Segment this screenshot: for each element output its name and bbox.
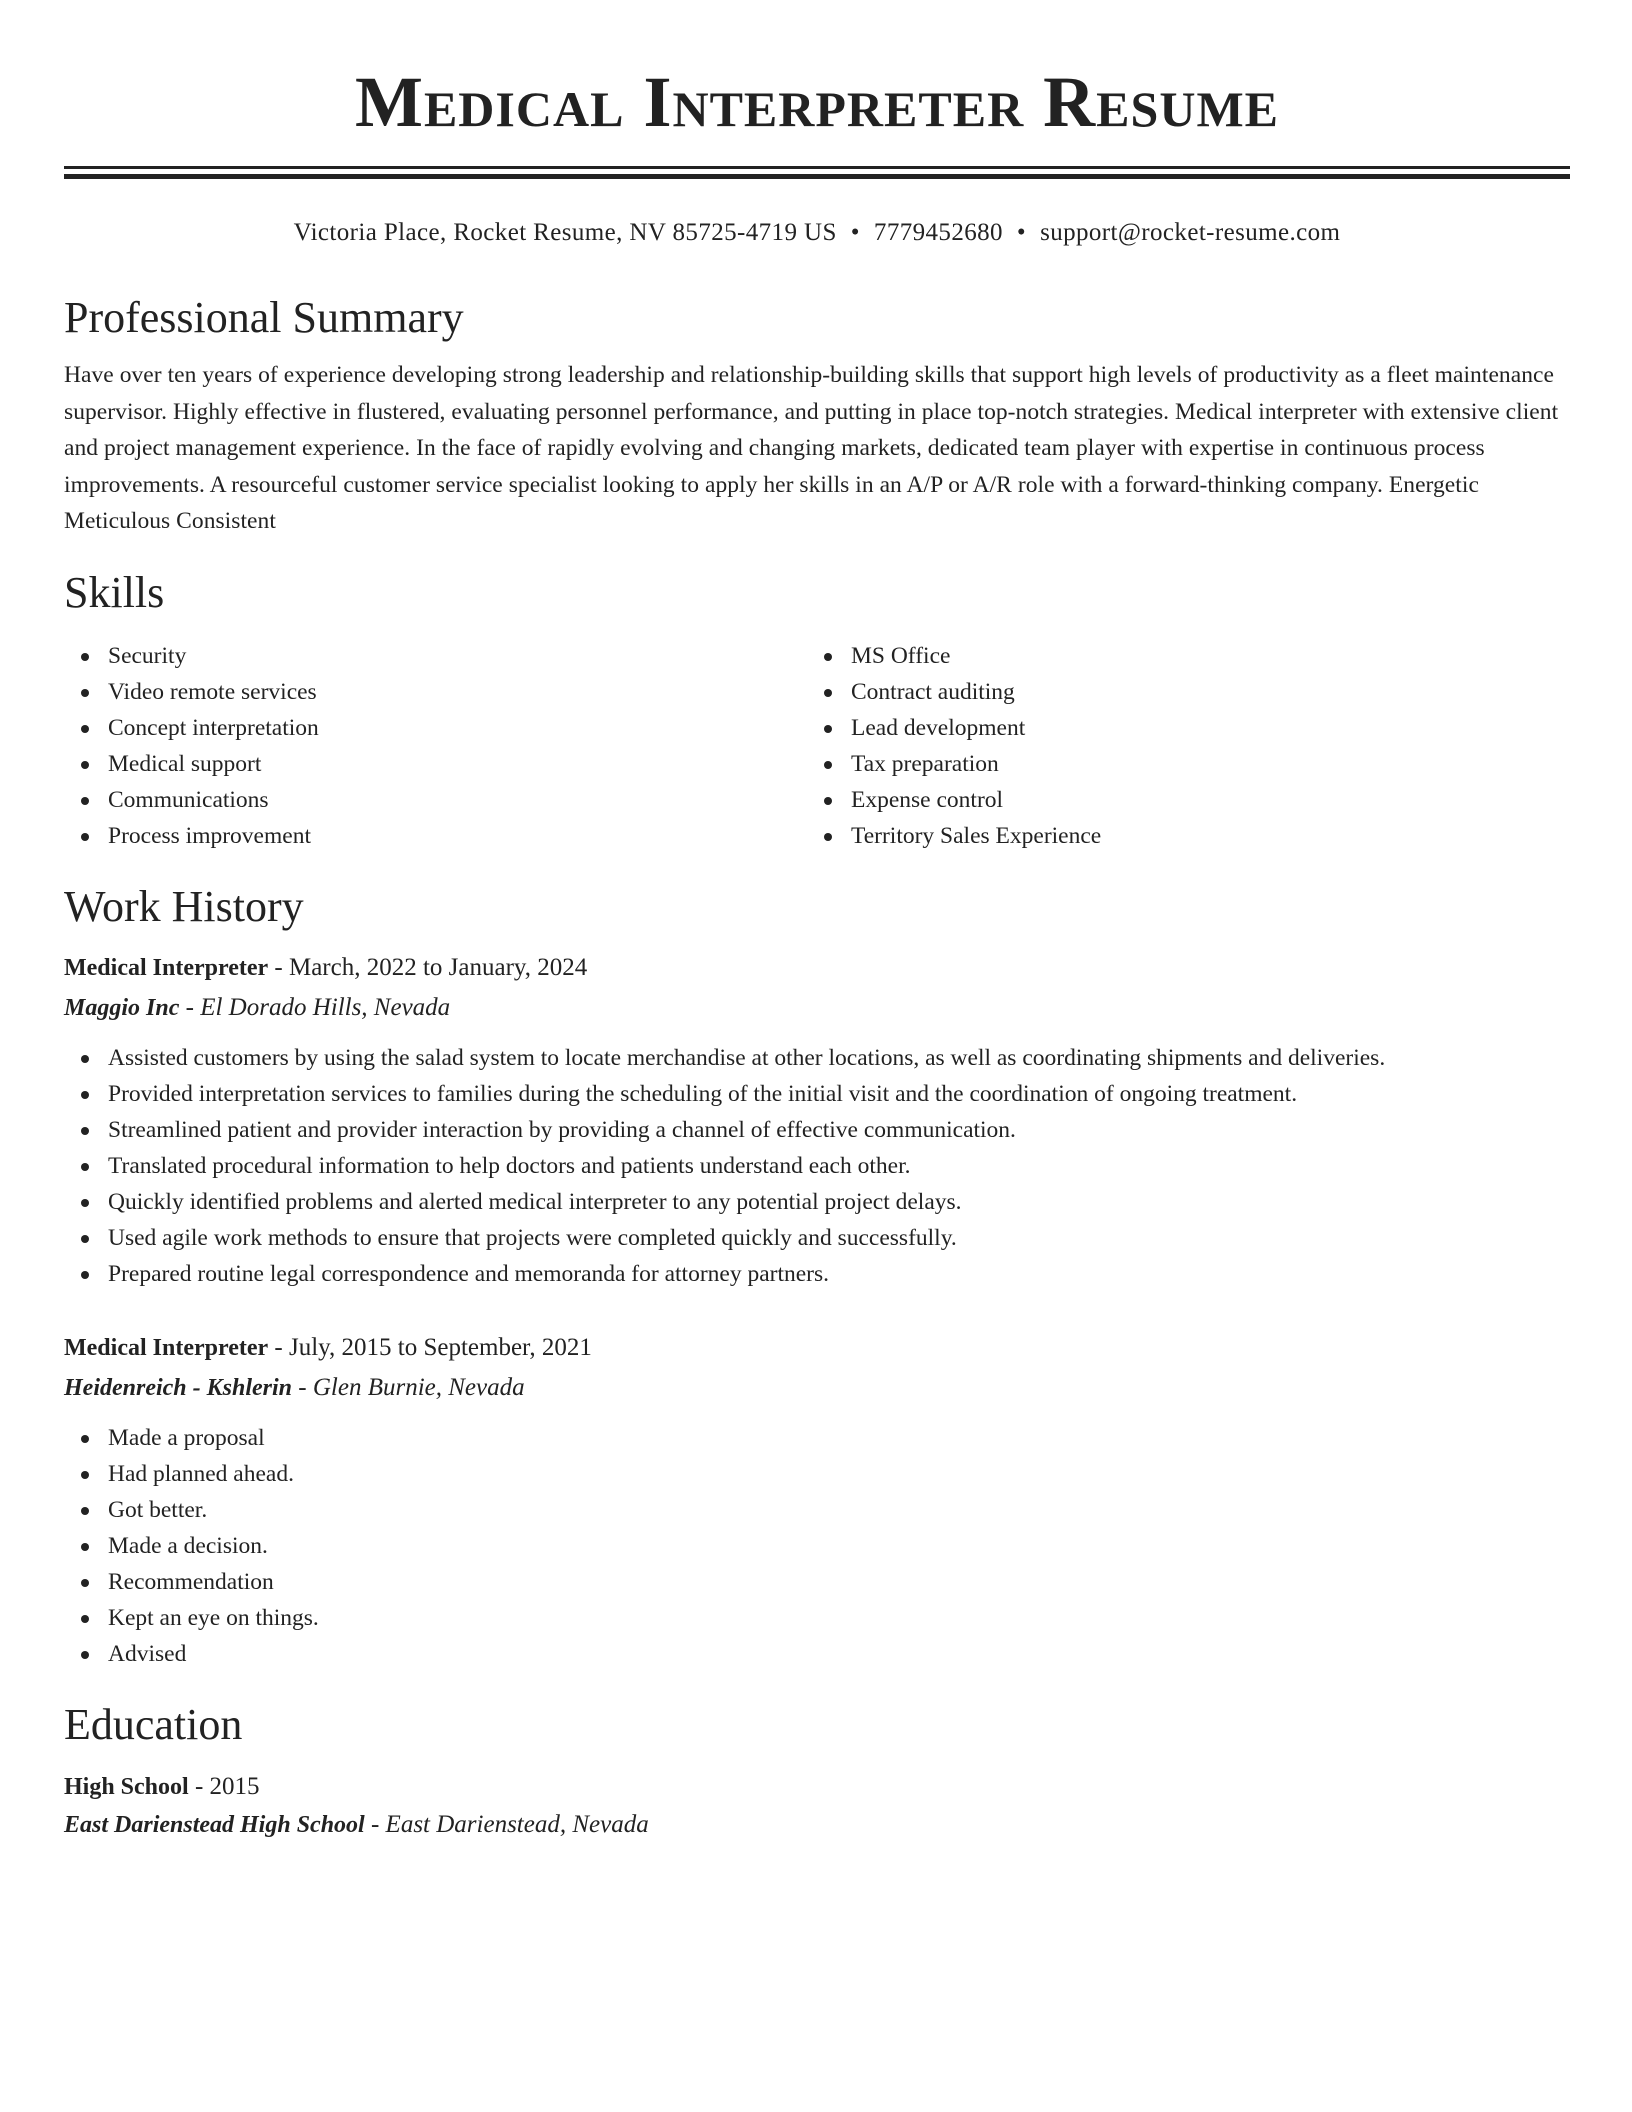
resume-page bbox=[64, 0, 1570, 1844]
job-company: Heidenreich - Kshlerin bbox=[64, 1374, 293, 1401]
summary-heading: Professional Summary bbox=[64, 293, 464, 342]
education-degree-line: High School - 2015 bbox=[64, 1772, 260, 1800]
skill-item: Lead development bbox=[807, 710, 1550, 746]
bullet-icon bbox=[81, 1127, 89, 1135]
job-bullet: Prepared routine legal correspondence and memoranda for attorney partners. bbox=[64, 1256, 1570, 1292]
bullet-icon bbox=[824, 689, 832, 697]
contact-line bbox=[64, 215, 1570, 251]
job-bullet: Had planned ahead. bbox=[64, 1456, 1570, 1492]
bullet-icon bbox=[824, 761, 832, 769]
skill-item: MS Office bbox=[807, 638, 1550, 674]
skills-left-column bbox=[64, 638, 807, 854]
job-bullet: Made a decision. bbox=[64, 1528, 1570, 1564]
bullet-icon bbox=[81, 1615, 89, 1623]
summary-text: Have over ten years of experience developing strong leadership and relationship-building skills that support high levels of productivity as a fleet maintenance supervisor. Highly effective in flustered, evaluating personnel performance, and putting in place top-notch strategies. Medical interpreter with extensive client and project management experience. In the face of rapidly evolving and changing markets, dedicated team player with expertise in continuous process improvements. A resourceful customer service specialist looking to apply her skills in an A/P or A/R role with a forward-thinking company. Energetic Meticulous Consistent bbox=[64, 362, 1559, 534]
job-company-line: Heidenreich - Kshlerin - Glen Burnie, Nevada bbox=[64, 1373, 525, 1401]
job-dates: July, 2015 to September, 2021 bbox=[288, 1333, 592, 1361]
bullet-icon bbox=[81, 1471, 89, 1479]
job-company-line: Maggio Inc - El Dorado Hills, Nevada bbox=[64, 993, 451, 1021]
bullet-icon bbox=[824, 833, 832, 841]
contact-separator: • bbox=[1016, 219, 1027, 246]
bullet-icon bbox=[81, 1507, 89, 1515]
job-bullet: Got better. bbox=[64, 1492, 1570, 1528]
job-bullet: Assisted customers by using the salad system to locate merchandise at other locations, as well as coordinating shipments and deliveries. bbox=[64, 1040, 1570, 1076]
bullet-icon bbox=[81, 1091, 89, 1099]
skill-item: Tax preparation bbox=[807, 746, 1550, 782]
job-title-line: Medical Interpreter - July, 2015 to September, 2021 bbox=[64, 1333, 592, 1361]
job-location: El Dorado Hills, Nevada bbox=[200, 993, 451, 1021]
education-year: 2015 bbox=[209, 1772, 260, 1800]
bullet-icon bbox=[81, 1199, 89, 1207]
job-entry bbox=[64, 948, 1570, 1292]
bullet-icon bbox=[81, 1235, 89, 1243]
resume-title: Medical Interpreter Resume bbox=[355, 62, 1279, 142]
skill-item: Contract auditing bbox=[807, 674, 1550, 710]
bullet-icon bbox=[81, 1579, 89, 1587]
job-bullet: Translated procedural information to help doctors and patients understand each other. bbox=[64, 1148, 1570, 1184]
contact-address: Victoria Place, Rocket Resume, NV 85725-4719 US bbox=[293, 219, 837, 246]
contact-phone: 7779452680 bbox=[873, 219, 1003, 246]
job-bullets bbox=[64, 1420, 1570, 1672]
job-bullet: Quickly identified problems and alerted medical interpreter to any potential project delays. bbox=[64, 1184, 1570, 1220]
bullet-icon bbox=[81, 1163, 89, 1171]
job-title-line: Medical Interpreter - March, 2022 to January, 2024 bbox=[64, 953, 588, 981]
job-title: Medical Interpreter bbox=[64, 1334, 269, 1361]
bullet-icon bbox=[81, 653, 89, 661]
education-location: East Darienstead, Nevada bbox=[385, 1810, 649, 1838]
bullet-icon bbox=[81, 725, 89, 733]
bullet-icon bbox=[81, 1435, 89, 1443]
skills-list bbox=[64, 638, 1570, 854]
contact-email: support@rocket-resume.com bbox=[1040, 219, 1341, 246]
bullet-icon bbox=[824, 653, 832, 661]
skill-item: Medical support bbox=[64, 746, 807, 782]
job-bullet: Used agile work methods to ensure that projects were completed quickly and successfully. bbox=[64, 1220, 1570, 1256]
title-divider-bottom bbox=[64, 174, 1570, 179]
bullet-icon bbox=[81, 1543, 89, 1551]
bullet-icon bbox=[81, 797, 89, 805]
skill-item: Concept interpretation bbox=[64, 710, 807, 746]
education-heading: Education bbox=[64, 1699, 243, 1749]
education-school-line: East Darienstead High School - East Darienstead, Nevada bbox=[64, 1810, 649, 1838]
education-school: East Darienstead High School bbox=[64, 1811, 365, 1838]
job-bullet: Recommendation bbox=[64, 1564, 1570, 1600]
contact-separator: • bbox=[850, 219, 860, 246]
education-degree: High School bbox=[64, 1773, 189, 1800]
bullet-icon bbox=[81, 1651, 89, 1659]
job-dates: March, 2022 to January, 2024 bbox=[288, 953, 588, 981]
skill-item: Expense control bbox=[807, 782, 1550, 818]
bullet-icon bbox=[824, 797, 832, 805]
work-history-heading: Work History bbox=[64, 881, 304, 931]
job-entry bbox=[64, 1328, 1570, 1672]
job-location: Glen Burnie, Nevada bbox=[312, 1373, 525, 1401]
job-title: Medical Interpreter bbox=[64, 954, 269, 981]
skills-right-column bbox=[807, 638, 1550, 854]
job-bullet: Streamlined patient and provider interaction by providing a channel of effective communication. bbox=[64, 1112, 1570, 1148]
skill-item: Communications bbox=[64, 782, 807, 818]
skill-item: Video remote services bbox=[64, 674, 807, 710]
bullet-icon bbox=[81, 833, 89, 841]
skill-item: Territory Sales Experience bbox=[807, 818, 1550, 854]
bullet-icon bbox=[81, 1055, 89, 1063]
job-company: Maggio Inc bbox=[64, 994, 180, 1021]
job-bullet: Made a proposal bbox=[64, 1420, 1570, 1456]
bullet-icon bbox=[81, 1271, 89, 1279]
bullet-icon bbox=[81, 761, 89, 769]
bullet-icon bbox=[81, 689, 89, 697]
job-bullet: Advised bbox=[64, 1636, 1570, 1672]
job-bullet: Kept an eye on things. bbox=[64, 1600, 1570, 1636]
skill-item: Security bbox=[64, 638, 807, 674]
job-bullets bbox=[64, 1040, 1570, 1292]
skill-item: Process improvement bbox=[64, 818, 807, 854]
skills-heading: Skills bbox=[64, 567, 165, 617]
bullet-icon bbox=[824, 725, 832, 733]
job-bullet: Provided interpretation services to families during the scheduling of the initial visit and the coordination of ongoing treatment. bbox=[64, 1076, 1570, 1112]
